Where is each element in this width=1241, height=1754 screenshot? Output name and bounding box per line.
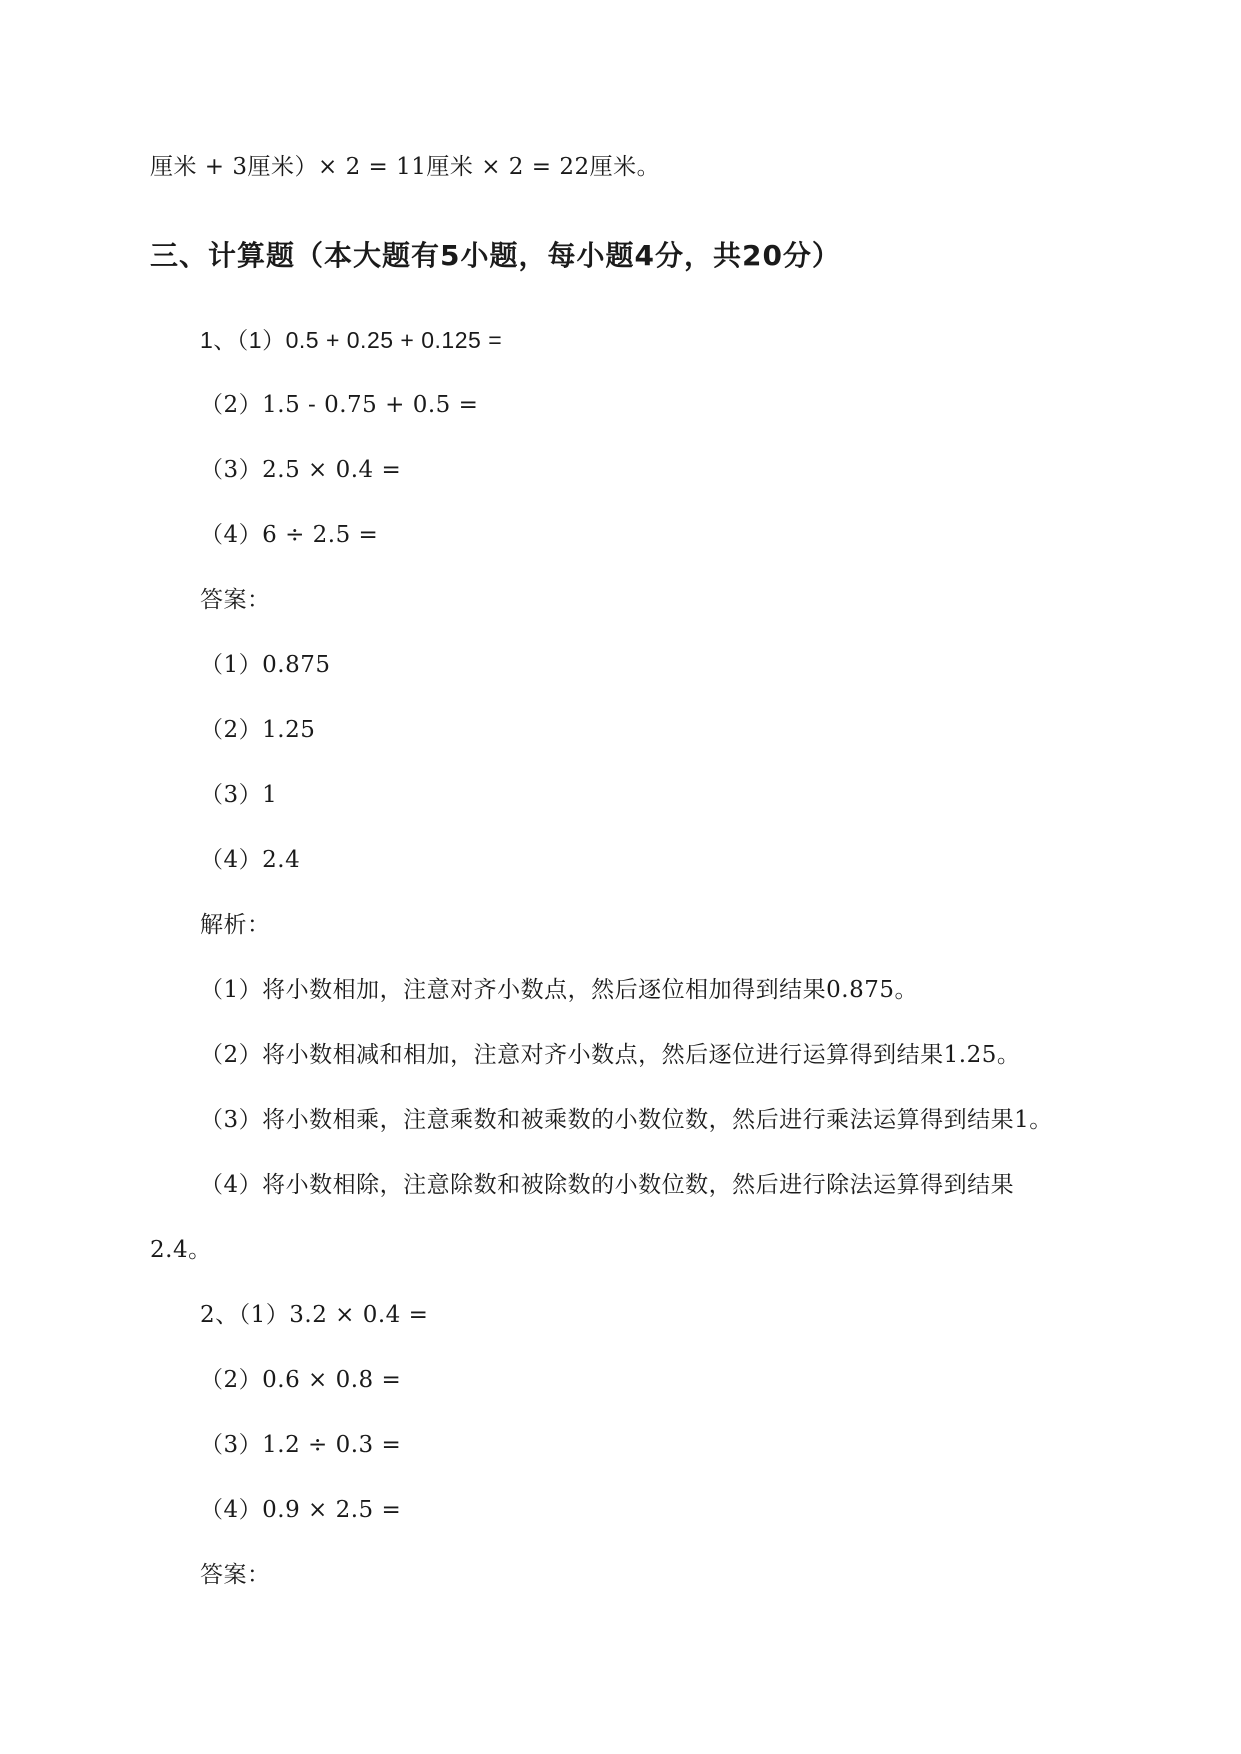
q1-analysis2: （2）将小数相减和相加，注意对齐小数点，然后逐位进行运算得到结果1.25。: [200, 1042, 1021, 1068]
q2-part3: （3）1.2 ÷ 0.3 =: [200, 1432, 402, 1458]
q2-part1: 2、（1）3.2 × 0.4 =: [200, 1302, 429, 1328]
q1-answer3: （3）1: [200, 782, 278, 808]
q1-answer4: （4）2.4: [200, 847, 301, 873]
q1-part3: （3）2.5 × 0.4 =: [200, 457, 402, 483]
q1-part2: （2）1.5 - 0.75 + 0.5 =: [200, 392, 479, 418]
section-heading: 三、计算题（本大题有5小题，每小题4分，共20分）: [150, 239, 841, 272]
q2-part2: （2）0.6 × 0.8 =: [200, 1367, 402, 1393]
q1-part1: 1、（1）0.5 + 0.25 + 0.125 =: [200, 327, 503, 353]
q1-analysis4-wrap: 2.4。: [150, 1237, 212, 1263]
q1-analysis3: （3）将小数相乘，注意乘数和被乘数的小数位数，然后进行乘法运算得到结果1。: [200, 1107, 1053, 1133]
q1-analysis4: （4）将小数相除，注意除数和被除数的小数位数，然后进行除法运算得到结果: [200, 1172, 1015, 1198]
top-continuation-text: 厘米 + 3厘米）× 2 = 11厘米 × 2 = 22厘米。: [150, 154, 661, 180]
q1-analysis-label: 解析：: [200, 912, 271, 938]
q1-analysis1: （1）将小数相加，注意对齐小数点，然后逐位相加得到结果0.875。: [200, 977, 918, 1003]
q2-answer-label: 答案：: [200, 1562, 271, 1588]
q1-answer2: （2）1.25: [200, 717, 316, 743]
q2-part4: （4）0.9 × 2.5 =: [200, 1497, 402, 1523]
q1-part4: （4）6 ÷ 2.5 =: [200, 522, 379, 548]
q1-answer1: （1）0.875: [200, 652, 331, 678]
q1-answer-label: 答案：: [200, 587, 271, 613]
